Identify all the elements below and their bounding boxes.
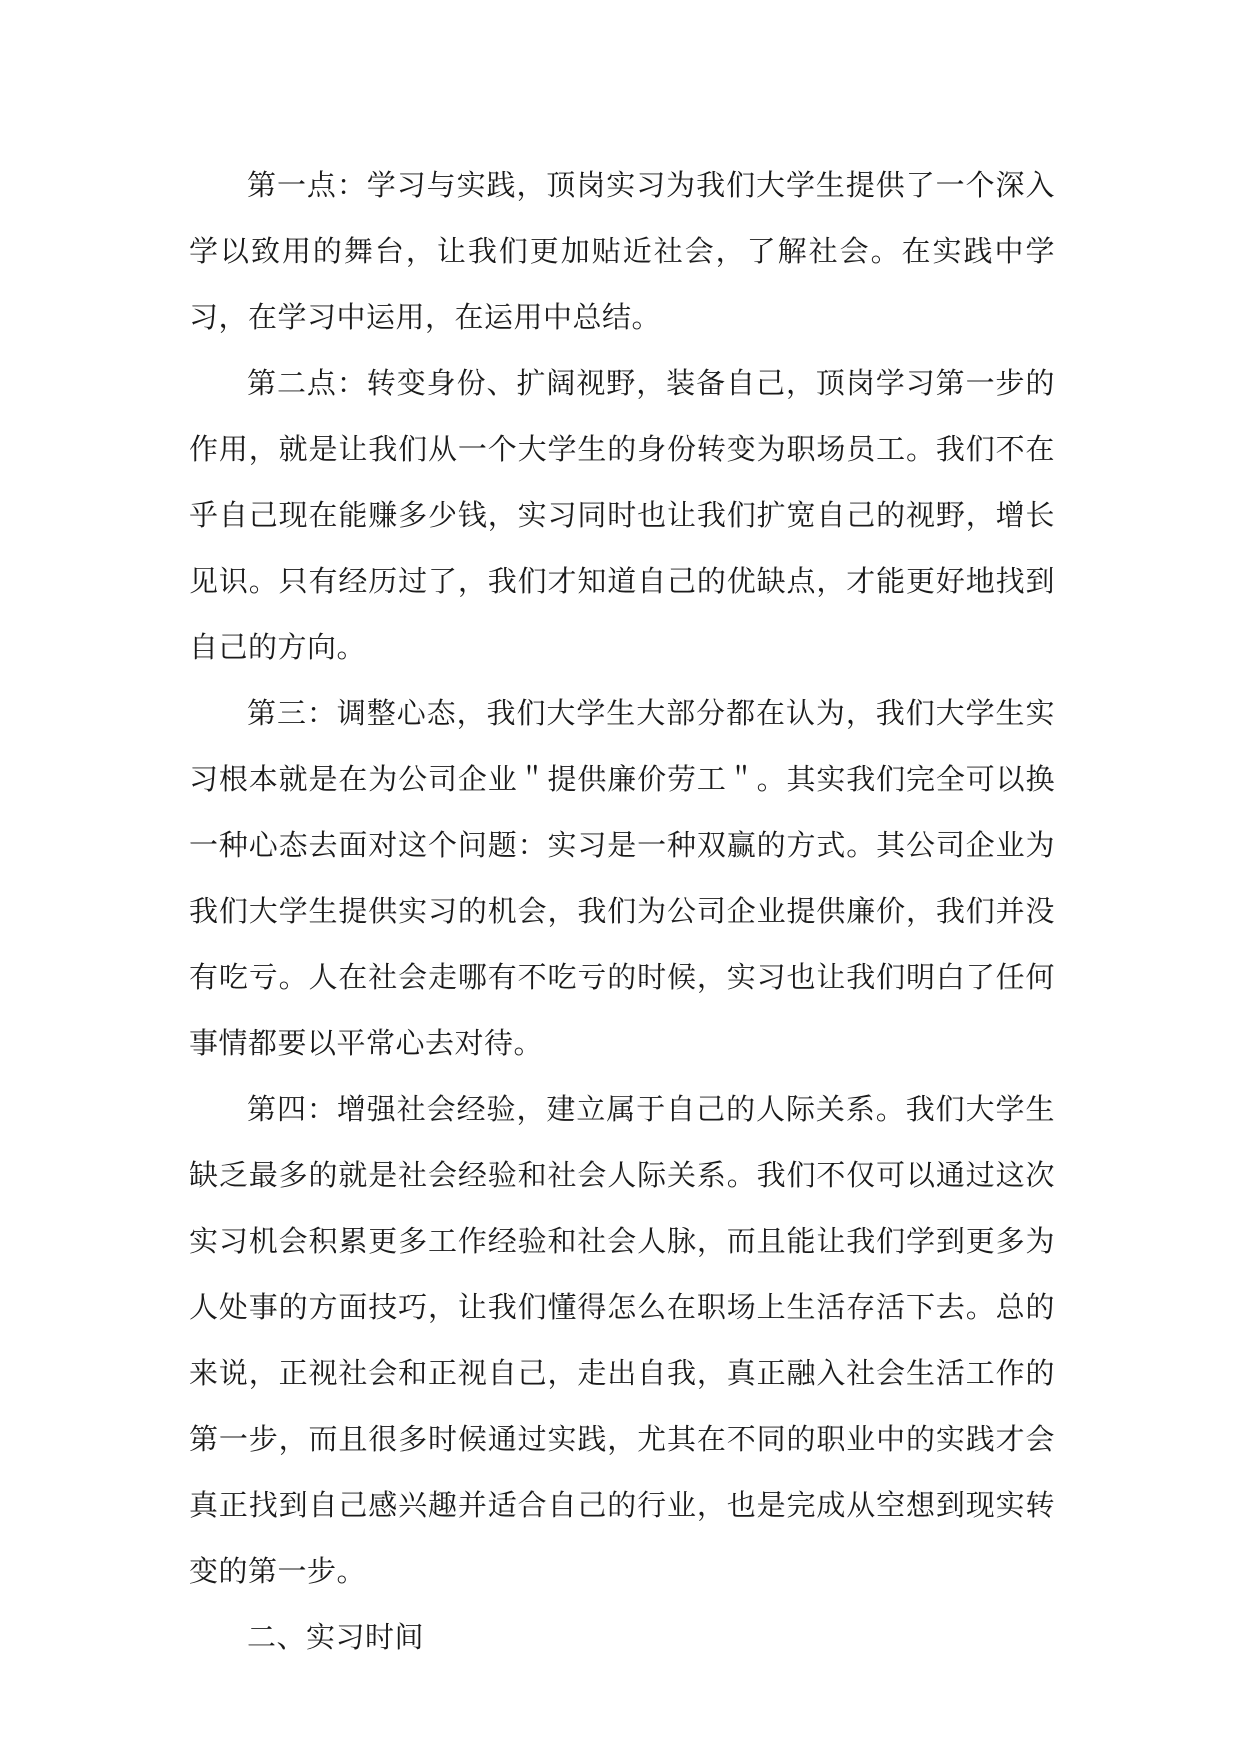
paragraph-point-three: 第三：调整心态，我们大学生大部分都在认为，我们大学生实习根本就是在为公司企业＂提供廉价劳工＂。其实我们完全可以换一种心态去面对这个问题：实习是一种双赢的方式。其公司企业为我们大学生提供实习的机会，我们为公司企业提供廉价，我们并没有吃亏。人在社会走哪有不吃亏的时候，实习也让我们明白了任何事情都要以平常心去对待。 bbox=[189, 696, 1055, 1060]
paragraph-point-one: 第一点：学习与实践，顶岗实习为我们大学生提供了一个深入学以致用的舞台，让我们更加贴近社会，了解社会。在实践中学习，在学习中运用，在运用中总结。 bbox=[189, 168, 1055, 334]
paragraph-point-two: 第二点：转变身份、扩阔视野，装备自己，顶岗学习第一步的作用，就是让我们从一个大学生的身份转变为职场员工。我们不在乎自己现在能赚多少钱，实习同时也让我们扩宽自己的视野，增长见识。只有经历过了，我们才知道自己的优缺点，才能更好地找到自己的方向。 bbox=[189, 366, 1055, 664]
paragraph-point-four: 第四：增强社会经验，建立属于自己的人际关系。我们大学生缺乏最多的就是社会经验和社会人际关系。我们不仅可以通过这次实习机会积累更多工作经验和社会人脉，而且能让我们学到更多为人处事的方面技巧，让我们懂得怎么在职场上生活存活下去。总的来说，正视社会和正视自己，走出自我，真正融入社会生活工作的第一步，而且很多时候通过实践，尤其在不同的职业中的实践才会真正找到自己感兴趣并适合自己的行业，也是完成从空想到现实转变的第一步。 bbox=[189, 1092, 1055, 1588]
document-body bbox=[189, 152, 1055, 1670]
section-heading: 二、实习时间 bbox=[247, 1620, 425, 1654]
